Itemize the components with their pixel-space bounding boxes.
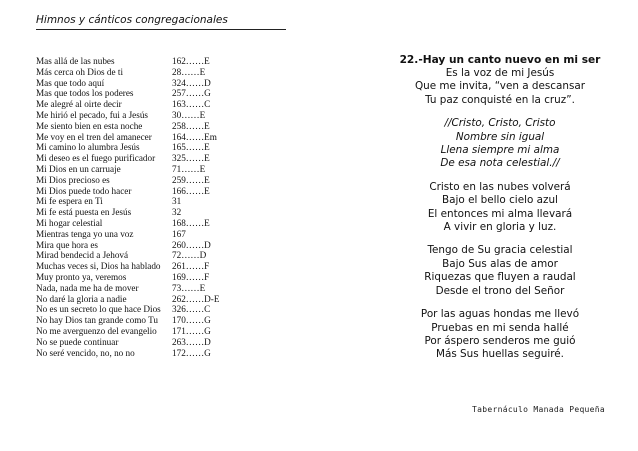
index-title: No hay Dios tan grande como Tu <box>36 315 158 326</box>
index-number: 261……F <box>172 261 210 272</box>
index-row <box>36 229 286 240</box>
index-number: 166……E <box>172 185 210 196</box>
index-title: Nada, nada me ha de mover <box>36 282 139 293</box>
index-row <box>36 261 286 272</box>
index-row <box>36 78 286 89</box>
index-number: 73……E <box>172 282 206 293</box>
index-row <box>36 110 286 121</box>
index-row <box>36 272 286 283</box>
index-row <box>36 294 286 305</box>
index-row <box>36 207 286 218</box>
lyric-line: Bajo Sus alas de amor <box>442 257 558 270</box>
index-number: 257……G <box>172 88 211 99</box>
lyric-line: Tu paz conquisté en la cruz”. <box>425 93 575 106</box>
lyric-line: Cristo en las nubes volverá <box>429 180 571 193</box>
index-row <box>36 283 286 294</box>
lyric-line: Que me invita, “ven a descansar <box>414 80 586 93</box>
footer-text: Tabernáculo Manada Pequeña <box>472 405 606 414</box>
index-title: Mi Dios en un carruaje <box>36 163 121 174</box>
lyric-line: //Cristo, Cristo, Cristo <box>444 117 556 130</box>
index-row <box>36 67 286 78</box>
index-number: 31 <box>172 196 182 207</box>
index-number: 325……E <box>172 153 210 164</box>
stanza <box>380 67 620 107</box>
stanza <box>380 244 620 298</box>
index-row <box>36 56 286 67</box>
index-title: Mi fe está puesta en Jesús <box>36 207 132 218</box>
lyric-line: Nombre sin igual <box>455 130 545 143</box>
index-number: 163……C <box>172 99 211 110</box>
index-number: 172……G <box>172 347 211 358</box>
lyric-line: Por áspero senderos me guió <box>424 334 576 347</box>
index-title: No me averguenzo del evangelio <box>36 325 157 336</box>
index-number: 259……E <box>172 174 210 185</box>
index-row <box>36 121 286 132</box>
index-number: 171……G <box>172 325 211 336</box>
lyric-line: Por las aguas hondas me llevó <box>420 308 580 321</box>
index-title: Muchas veces si, Dios ha hablado <box>36 261 161 272</box>
index-row <box>36 196 286 207</box>
index-title: Me voy en el tren del amanecer <box>36 131 152 142</box>
index-row <box>36 240 286 251</box>
index-row <box>36 304 286 315</box>
lyric-line: Riquezas que fluyen a raudal <box>424 271 576 284</box>
index-number: 258……E <box>172 120 210 131</box>
index-number: 324……D <box>172 77 211 88</box>
index-title: Muy pronto ya, veremos <box>36 271 127 282</box>
index-title: Mi Dios precioso es <box>36 174 110 185</box>
lyric-line: A vivir en gloria y luz. <box>443 221 557 234</box>
index-number: 71……E <box>172 163 206 174</box>
lyric-line: Más Sus huellas seguiré. <box>436 348 564 361</box>
song-title: 22.-Hay un canto nuevo en mi ser <box>399 54 601 66</box>
index-number: 167 <box>172 228 186 239</box>
lyric-line: Llena siempre mi alma <box>440 144 560 157</box>
index-title: Mi camino lo alumbra Jesús <box>36 142 140 153</box>
index-number: 326……C <box>172 304 211 315</box>
index-number: 28……E <box>172 66 206 77</box>
song-block <box>380 54 620 372</box>
index-title: No se puede continuar <box>36 336 119 347</box>
index-row <box>36 250 286 261</box>
index-row <box>36 218 286 229</box>
index-row <box>36 337 286 348</box>
index-number: 170……G <box>172 315 211 326</box>
index-row <box>36 164 286 175</box>
index-number: 32 <box>172 207 182 218</box>
index-row <box>36 326 286 337</box>
header-divider <box>36 29 286 30</box>
index-number: 168……E <box>172 217 210 228</box>
index-title: Mi fe espera en Ti <box>36 196 103 207</box>
index-row <box>36 88 286 99</box>
hymn-index-list <box>36 56 286 358</box>
stanza <box>380 181 620 235</box>
song-lyrics <box>380 67 620 362</box>
index-title: Mi hogar celestial <box>36 217 103 228</box>
index-title: Me hirió el pecado, fui a Jesús <box>36 109 149 120</box>
index-row <box>36 142 286 153</box>
index-number: 162……E <box>172 56 210 66</box>
lyric-line: Tengo de Su gracia celestial <box>427 244 573 257</box>
index-title: Mas allá de las nubes <box>36 56 115 66</box>
index-row <box>36 348 286 359</box>
index-number: 165……E <box>172 142 210 153</box>
lyric-line: Desde el trono del Señor <box>435 284 565 297</box>
index-title: No seré vencido, no, no no <box>36 347 135 358</box>
index-title: Me siento bien en esta noche <box>36 120 143 131</box>
index-title: Me alegré al oirte decir <box>36 99 122 110</box>
chorus <box>380 117 620 171</box>
index-title: Mas que todos los poderes <box>36 88 134 99</box>
index-title: Mientras tenga yo una voz <box>36 228 134 239</box>
index-row <box>36 153 286 164</box>
index-number: 263……D <box>172 336 211 347</box>
index-number: 169……F <box>172 271 210 282</box>
stanza <box>380 308 620 362</box>
index-number: 30……E <box>172 109 206 120</box>
index-title: Más cerca oh Dios de ti <box>36 66 123 77</box>
index-row <box>36 175 286 186</box>
index-title: Mira que hora es <box>36 239 98 250</box>
index-title: No es un secreto lo que hace Dios <box>36 304 161 315</box>
index-number: 262……D-E <box>172 293 220 304</box>
index-title: No daré la gloria a nadie <box>36 293 127 304</box>
index-title: Mi deseo es el fuego purificador <box>36 153 156 164</box>
index-row <box>36 186 286 197</box>
lyric-line: De esa nota celestial.// <box>440 157 560 170</box>
index-title: Mi Dios puede todo hacer <box>36 185 132 196</box>
page-header: Himnos y cánticos congregacionales <box>36 14 228 26</box>
index-row <box>36 132 286 143</box>
lyric-line: Es la voz de mi Jesús <box>445 67 555 79</box>
index-title: Mirad bendecid a Jehová <box>36 250 129 261</box>
index-row <box>36 315 286 326</box>
index-number: 72……D <box>172 250 207 261</box>
index-title: Mas que todo aquí <box>36 77 105 88</box>
lyric-line: El entonces mi alma llevará <box>427 207 573 220</box>
index-number: 164……Em <box>172 131 217 142</box>
index-number: 260……D <box>172 239 211 250</box>
lyric-line: Pruebas en mi senda hallé <box>431 321 569 334</box>
lyric-line: Bajo el bello cielo azul <box>442 194 558 207</box>
index-row <box>36 99 286 110</box>
